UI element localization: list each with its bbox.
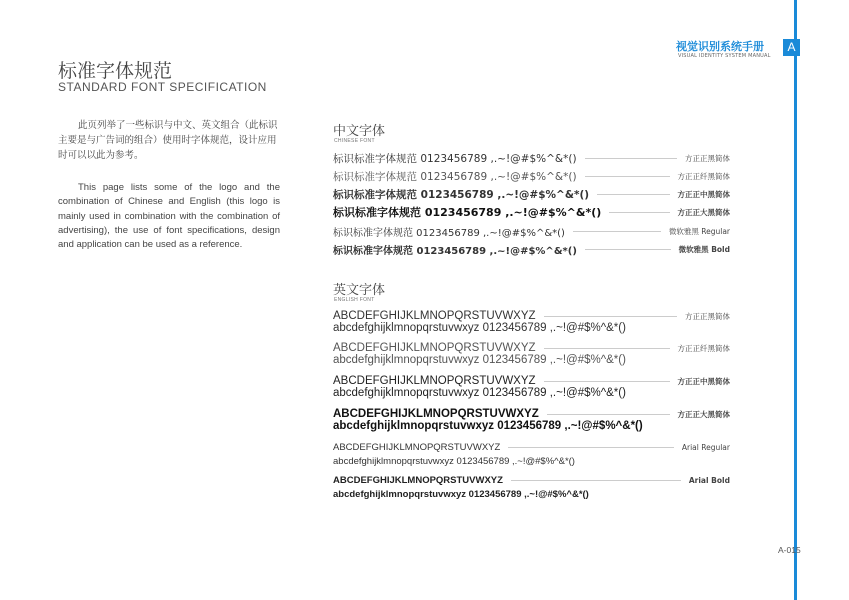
sample-lowercase: abcdefghijklmnopqrstuvwxyz 0123456789 ,.~!@#$%^&*() [333,456,575,467]
intro-paragraph-en: This page lists some of the logo and the combination of Chinese and English (this logo is mainly used in combination with the combination of advertising), the use of font specifications, design and application can be used as a reference. [58,182,280,251]
chinese-font-heading: 中文字体 [333,124,386,139]
font-label: 方正正大黑简体 [677,207,730,217]
sample-lowercase: abcdefghijklmnopqrstuvwxyz 0123456789 ,.~!@#$%^&*() [333,354,626,366]
sample-text: 标识标准字体规范 0123456789 ,.~!@#$%^&*() [333,206,602,219]
font-label: 方正正大黑简体 [677,409,730,419]
font-label: 微软雅黑 Bold [678,244,730,254]
sample-text: 标识标准字体规范 0123456789 ,.~!@#$%^&*() [333,245,577,257]
divider-rule [547,414,670,415]
font-label: Arial Regular [681,443,730,452]
english-font-sample [333,310,730,334]
sample-uppercase: ABCDEFGHIJKLMNOPQRSTUVWXYZ [333,408,539,420]
english-font-sample [333,375,730,399]
divider-rule [544,348,670,349]
english-font-sample [333,408,730,432]
chinese-font-sample [333,205,730,219]
sample-uppercase: ABCDEFGHIJKLMNOPQRSTUVWXYZ [333,310,536,322]
manual-title-en: VISUAL IDENTITY SYSTEM MANUAL [678,53,771,59]
sample-lowercase: abcdefghijklmnopqrstuvwxyz 0123456789 ,.~!@#$%^&*() [333,420,643,432]
accent-vertical-line [794,0,797,600]
font-label: 方正正中黑简体 [677,376,730,386]
sample-lowercase: abcdefghijklmnopqrstuvwxyz 0123456789 ,.~!@#$%^&*() [333,322,626,334]
divider-rule [585,176,670,177]
sample-uppercase: ABCDEFGHIJKLMNOPQRSTUVWXYZ [333,342,536,354]
font-label: 方正正黑简体 [685,153,730,163]
page-number: A-015 [778,545,801,555]
chinese-font-sample [333,224,730,238]
english-font-heading: 英文字体 [333,283,386,298]
sample-uppercase: ABCDEFGHIJKLMNOPQRSTUVWXYZ [333,475,503,486]
font-label: 方正正中黑简体 [677,189,730,199]
english-font-sample [333,342,730,366]
manual-title-cn: 视觉识别系统手册 [676,40,764,53]
english-font-sample [333,442,730,467]
page-title-cn: 标准字体规范 [58,60,173,82]
font-label: 方正正纤黑简体 [677,343,730,353]
divider-rule [573,231,661,232]
sample-text: 标识标准字体规范 0123456789 ,.~!@#$%^&*() [333,188,590,201]
font-label: 方正正纤黑简体 [677,171,730,181]
page-title-en: STANDARD FONT SPECIFICATION [58,80,267,94]
divider-rule [585,158,677,159]
sample-text: 标识标准字体规范 0123456789 ,.~!@#$%^&*() [333,227,565,239]
font-label: Arial Bold [688,476,730,485]
sample-text: 标识标准字体规范 0123456789 ,.~!@#$%^&*() [333,170,577,183]
divider-rule [511,480,681,481]
intro-paragraph-cn: 此页列举了一些标识与中文、英文组合（此标识主要是与广告词的组合）使用时字体规范，设计应用时可以以此为参考。 [58,120,278,161]
sample-uppercase: ABCDEFGHIJKLMNOPQRSTUVWXYZ [333,375,536,387]
sample-uppercase: ABCDEFGHIJKLMNOPQRSTUVWXYZ [333,442,501,453]
sample-lowercase: abcdefghijklmnopqrstuvwxyz 0123456789 ,.~!@#$%^&*() [333,387,626,399]
section-letter-badge: A [783,39,800,56]
sample-lowercase: abcdefghijklmnopqrstuvwxyz 0123456789 ,.~!@#$%^&*() [333,489,589,500]
font-label: 微软雅黑 Regular [668,226,730,236]
chinese-font-sample [333,169,730,183]
font-label: 方正正黑简体 [685,311,730,321]
sample-text: 标识标准字体规范 0123456789 ,.~!@#$%^&*() [333,152,577,165]
chinese-font-subheading: CHINESE FONT [334,138,375,144]
chinese-font-sample [333,187,730,201]
divider-rule [609,212,669,213]
english-font-sample [333,475,730,500]
divider-rule [597,194,669,195]
divider-rule [508,447,674,448]
divider-rule [544,316,677,317]
divider-rule [544,381,670,382]
chinese-font-sample [333,151,730,165]
chinese-font-sample [333,242,730,256]
english-font-subheading: ENGLISH FONT [334,297,375,303]
divider-rule [585,249,671,250]
